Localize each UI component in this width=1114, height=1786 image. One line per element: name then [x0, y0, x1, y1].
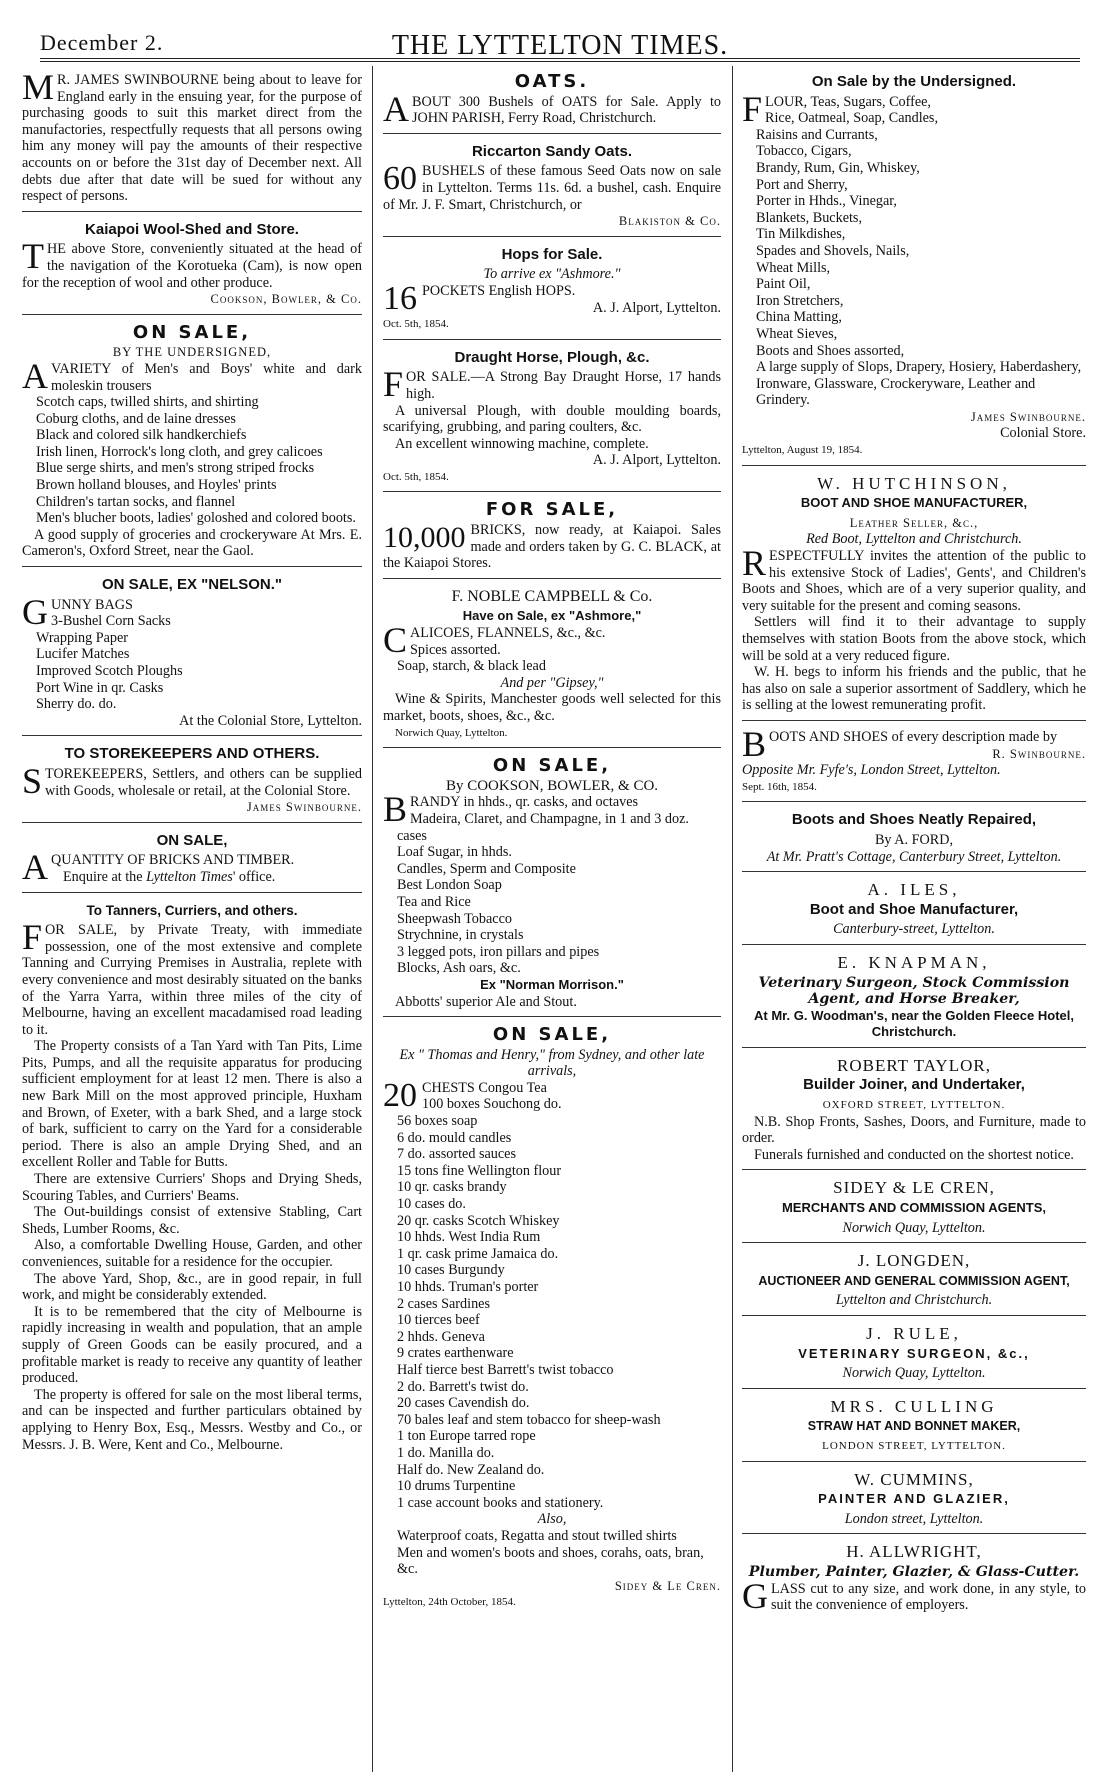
- ad-draught-horse: [383, 344, 721, 493]
- ad-paragraph: It is to be remembered that the city of Melbourne is rapidly increasing in wealth and population, that an ample supply of Green Goods can be easily procured, and a profitable market is ready to receive any quantity of leather produced.: [22, 1303, 362, 1387]
- ad-note: N.B. Shop Fronts, Sashes, Doors, and Furniture, made to order.: [742, 1113, 1086, 1147]
- item-list: [383, 1096, 721, 1511]
- list-item: Raisins and Currants,: [756, 126, 878, 143]
- ad-body: Wine & Spirits, Manchester goods well selected for this market, boots, shoes, &c., &c.: [383, 691, 721, 724]
- list-item: 2 hhds. Geneva: [397, 1328, 485, 1345]
- ad-body: MR. JAMES SWINBOURNE being about to leave for England early in the ensuing year, for the purpose of purchasing goods to suit this market direct from the manufactories, respectfully requests that all persons owing him any money will pay the amounts of their respective accounts on or before the 31st day of December next. All debts due after that date will be sued for without any respect of persons.: [22, 67, 362, 205]
- ad-on-sale-clothing: [22, 319, 362, 567]
- ad-title: On Sale by the Undersigned.: [811, 73, 1017, 90]
- ad-place: Norwich Quay, Lyttelton.: [395, 726, 508, 739]
- ad-title: Draught Horse, Plough, &c.: [454, 348, 650, 366]
- ad-hutchinson: [742, 470, 1086, 721]
- business-name: A. ILES,: [867, 880, 961, 900]
- business-place: At Mr. G. Woodman's, near the Golden Fleece Hotel, Christchurch.: [754, 1007, 1074, 1040]
- ad-body: AQUANTITY OF BRICKS AND TIMBER.: [22, 847, 295, 888]
- list-item: 3 legged pots, iron pillars and pipes: [397, 943, 600, 960]
- list-item: Spades and Shovels, Nails,: [756, 242, 910, 259]
- list-item: Half do. New Zealand do.: [397, 1461, 545, 1478]
- list-item: Port and Sherry,: [756, 176, 848, 193]
- ad-sidey-le-cren: [742, 1174, 1086, 1243]
- ad-head: CHESTS Congou Tea: [422, 1079, 547, 1096]
- ad-title: F. NOBLE CAMPBELL & Co.: [451, 587, 653, 605]
- ad-ex-ship: Ex "Norman Morrison.": [480, 976, 624, 992]
- ad-title: FOR SALE,: [485, 499, 619, 521]
- ad-body: A universal Plough, with double moulding boards, scarifying, grubbing, and paring coulters, &c.: [383, 402, 721, 436]
- ad-title: ON SALE,: [132, 321, 252, 343]
- business-name: W. HUTCHINSON,: [817, 473, 1011, 493]
- list-item: Best London Soap: [397, 877, 502, 894]
- list-item: Iron Stretchers,: [756, 292, 844, 309]
- ad-body: FOR SALE.—A Strong Bay Draught Horse, 17 hands high.: [383, 364, 721, 405]
- list-item: Half tierce best Barrett's twist tobacco: [397, 1361, 614, 1378]
- list-item: Black and colored silk handkerchiefs: [36, 427, 247, 444]
- ad-cookson-on-sale: [383, 752, 721, 1017]
- ad-paragraph: The above Yard, Shop, &c., are in good repair, in full work, and might be considerably extended.: [22, 1270, 362, 1304]
- enquire-suffix: ' office.: [232, 868, 276, 885]
- list-item: Madeira, Claret, and Champagne, in 1 and 3 doz. cases: [397, 810, 689, 844]
- column-divider: [372, 66, 373, 1772]
- list-item: Loaf Sugar, in hhds.: [397, 844, 512, 861]
- list-item: Tin Milkdishes,: [756, 226, 846, 243]
- list-item: Soap, starch, & black lead: [397, 658, 546, 675]
- business-trade: Builder Joiner, and Undertaker,: [803, 1076, 1025, 1094]
- ad-body: BUSHELS of these famous Seed Oats now on sale in Lyttelton. Terms 11s. 6d. a bushel, cash. Enquire of Mr. J. F. Smart, Christchurch, or: [383, 163, 721, 213]
- list-item: Tobacco, Cigars,: [756, 143, 852, 160]
- list-item: Tea and Rice: [397, 893, 471, 910]
- list-item: 20 qr. casks Scotch Whiskey: [397, 1212, 560, 1229]
- ad-cummins: [742, 1466, 1086, 1535]
- enquire-text: Enquire at the: [63, 868, 147, 885]
- list-item: Blue serge shirts, and men's strong striped frocks: [36, 460, 315, 477]
- ad-place: At Mr. Pratt's Cottage, Canterbury Street, Lyttelton.: [766, 848, 1062, 865]
- ad-title: OATS.: [514, 71, 590, 92]
- ad-title: Riccarton Sandy Oats.: [471, 142, 633, 160]
- ad-body: STOREKEEPERS, Settlers, and others can be supplied with Goods, wholesale or retail, at the Colonial Store.: [22, 760, 362, 801]
- ad-iles: [742, 876, 1086, 945]
- list-item: Coburg cloths, and de laine dresses: [36, 410, 236, 427]
- enquire-paper: Lyttelton Times: [146, 868, 233, 885]
- ad-paragraph: There are extensive Curriers' Shops and Drying Sheds, Scouring Tables, and Curriers' Beams.: [22, 1171, 362, 1204]
- ad-paragraph: W. H. begs to inform his friends and the public, that he has also on sale a superior assortment of Saddlery, which he is selling at the lowest remunerating profit.: [742, 664, 1086, 714]
- ad-longden: [742, 1247, 1086, 1316]
- ad-paragraph: The Out-buildings consist of extensive Stabling, Cart Sheds, Lumber Rooms, &c.: [22, 1204, 362, 1237]
- ad-paragraph: The Property consists of a Tan Yard with Tan Pits, Lime Pits, Pumps, and all the requisite apparatus for producing sufficient employment for at least 12 men. There is also a new Bark Mill on the most approved principle, Huxham and Brown, of Exeter, with a bark Shed, and a large stock of bark, sufficient to carry on the Yard for a considerable period. There is also an ample Drying Shed, and an excellent Roller and Table for Butts.: [22, 1038, 362, 1171]
- ad-body: CALICOES, FLANNELS, &c., &c.: [383, 620, 606, 661]
- list-item: 1 ton Europe tarred rope: [397, 1428, 536, 1445]
- business-trade: PAINTER AND GLAZIER,: [818, 1491, 1010, 1507]
- business-name: SIDEY & LE CREN,: [833, 1178, 995, 1198]
- list-item: 10 drums Turpentine: [397, 1478, 516, 1495]
- business-place: OXFORD STREET, LYTTELTON.: [822, 1099, 1006, 1112]
- list-item: Waterproof coats, Regatta and stout twilled shirts: [397, 1527, 677, 1544]
- ad-title: ON SALE,: [492, 1024, 612, 1046]
- ad-title: Kaiapoi Wool-Shed and Store.: [85, 220, 299, 238]
- list-item: 10 hhds. Truman's porter: [397, 1279, 539, 1295]
- list-item: A large supply of Slops, Drapery, Hosiery, Haberdashery, Ironware, Glassware, Crockeryware, Leather and Grindery.: [756, 359, 1082, 409]
- list-item: Wrapping Paper: [36, 629, 129, 646]
- list-item: 2 do. Barrett's twist do.: [397, 1378, 529, 1395]
- quantity-number: 16: [383, 279, 417, 317]
- ad-body: BRANDY in hhds., qr. casks, and octaves: [383, 789, 639, 830]
- list-item: Spices assorted.: [410, 641, 501, 658]
- list-item: China Matting,: [756, 309, 842, 326]
- list-item: Sheepwash Tobacco: [397, 910, 512, 927]
- ad-body: An excellent winnowing machine, complete.: [395, 435, 649, 452]
- business-name: H. ALLWRIGHT,: [846, 1542, 982, 1562]
- ad-swinbourne-notice: [22, 68, 362, 212]
- item-list: [22, 394, 362, 527]
- ad-signature: A. J. Alport, Lyttelton.: [592, 299, 721, 316]
- ad-body: ABOUT 300 Bushels of OATS for Sale. Apply to JOHN PARISH, Ferry Road, Christchurch.: [383, 88, 721, 129]
- list-item: 10 qr. casks brandy: [397, 1179, 507, 1196]
- ad-paragraph: RESPECTFULLY invites the attention of the public to his extensive Stock of Ladies', Gents', and Children's Boots and Shoes, which are of a very superior quality, and very suitable for the present and coming seasons.: [742, 543, 1086, 614]
- list-item: Port Wine in qr. Casks: [36, 679, 164, 696]
- business-trade: Boot and Shoe Manufacturer,: [809, 900, 1019, 918]
- ad-hops: [383, 241, 721, 340]
- ad-body: GLASS cut to any size, and work done, in any style, to suit the convenience of employers.: [742, 1575, 1086, 1616]
- list-item: 10 cases Burgundy: [397, 1262, 505, 1279]
- list-item: Wheat Mills,: [756, 259, 831, 276]
- business-sub: Leather Seller, &c.,: [849, 515, 979, 530]
- ad-body: BRICKS, now ready, at Kaiapoi. Sales made and orders taken by G. C. BLACK, at the Kaiapoi Stores.: [383, 522, 721, 572]
- ad-knapman: [742, 949, 1086, 1048]
- list-item: 20 cases Cavendish do.: [397, 1395, 530, 1412]
- ad-title: TO STOREKEEPERS AND OTHERS.: [64, 745, 320, 763]
- list-item: 70 bales leaf and stem tobacco for sheep-wash: [397, 1411, 661, 1428]
- ad-place: Opposite Mr. Fyfe's, London Street, Lyttelton.: [742, 762, 1001, 779]
- list-item: Boots and Shoes assorted,: [756, 342, 905, 359]
- item-list: [383, 642, 721, 675]
- issue-date: December 2.: [40, 30, 164, 55]
- ad-signature: R. Swinbourne.: [992, 746, 1086, 761]
- list-item: 1 do. Manilla do.: [397, 1444, 495, 1461]
- business-place: Red Boot, Lyttelton and Christchurch.: [806, 531, 1022, 548]
- list-item: Blankets, Buckets,: [756, 209, 862, 226]
- ad-swinbourne-boots: [742, 725, 1086, 802]
- ad-place: At the Colonial Store, Lyttelton.: [179, 712, 362, 729]
- ad-ex-nelson: [22, 571, 362, 736]
- ad-riccarton-oats: [383, 138, 721, 237]
- quantity-number: 10,000: [383, 521, 466, 555]
- ad-signature: James Swinbourne.: [246, 800, 362, 815]
- newspaper-title: THE LYTTELTON TIMES.: [391, 30, 729, 61]
- list-item: 15 tons fine Wellington flour: [397, 1162, 562, 1179]
- ad-oats: [383, 68, 721, 134]
- business-trade: STRAW HAT AND BONNET MAKER,: [807, 1419, 1021, 1434]
- list-item: Lucifer Matches: [36, 646, 130, 663]
- ad-storekeepers: [22, 740, 362, 822]
- business-place: Norwich Quay, Lyttelton.: [842, 1365, 986, 1382]
- ad-subtitle: To arrive ex "Ashmore.": [483, 266, 621, 283]
- ad-signature: Sidey & Le Cren.: [614, 1578, 721, 1593]
- ad-subtitle: Ex " Thomas and Henry," from Sydney, and other late arrivals,: [399, 1046, 705, 1080]
- business-name: E. KNAPMAN,: [837, 952, 991, 972]
- list-item: 1 qr. cask prime Jamaica do.: [397, 1245, 559, 1262]
- list-item: Men's blucher boots, ladies' goloshed and colored boots.: [36, 510, 356, 527]
- ad-closing: A good supply of groceries and crockeryware At Mrs. E. Cameron's, Oxford Street, near the Gaol.: [22, 526, 362, 560]
- ad-title: Hops for Sale.: [501, 245, 603, 263]
- ad-campbell: [383, 583, 721, 748]
- ad-subtitle: By COOKSON, BOWLER, & CO.: [445, 777, 659, 794]
- ad-ford: [742, 806, 1086, 872]
- ad-subtitle: BY THE UNDERSIGNED,: [112, 345, 272, 360]
- ad-signature-store: Colonial Store.: [1000, 425, 1086, 442]
- list-item: 10 hhds. West India Rum: [397, 1229, 541, 1246]
- column-1: [22, 68, 362, 1463]
- ad-ale: Abbotts' superior Ale and Stout.: [395, 993, 577, 1010]
- column-3: [742, 68, 1086, 1624]
- list-item: GUNNY BAGS: [22, 591, 133, 632]
- list-item: 6 do. mould candles: [397, 1129, 512, 1146]
- ad-subtitle: Have on Sale, ex "Ashmore,": [462, 608, 642, 624]
- ad-date: Sept. 16th, 1854.: [742, 780, 817, 793]
- list-item: Children's tartan socks, and flannel: [36, 493, 236, 510]
- business-place: London street, Lyttelton.: [844, 1510, 984, 1527]
- business-place: LONDON STREET, LYTTELTON.: [822, 1439, 1006, 1452]
- quantity-number: 20: [383, 1076, 417, 1114]
- ad-paragraph: Settlers will find it to their advantage to supply themselves with station Boots from the above stock, which will be sold at a very reduced figure.: [742, 614, 1086, 664]
- item-list: [742, 88, 1086, 409]
- list-item: Candles, Sperm and Composite: [397, 860, 576, 877]
- list-item: Porter in Hhds., Vinegar,: [756, 193, 897, 210]
- list-item: Irish linen, Horrock's long cloth, and grey calicoes: [36, 443, 323, 460]
- business-name: W. CUMMINS,: [854, 1469, 974, 1489]
- ad-taylor: [742, 1052, 1086, 1171]
- ad-date: Lyttelton, August 19, 1854.: [742, 444, 863, 457]
- ad-signature: Cookson, Bowler, & Co.: [210, 292, 362, 307]
- business-trade: Veterinary Surgeon, Stock Commission Agent, and Horse Breaker,: [758, 974, 1070, 1008]
- ad-by: By A. FORD,: [874, 831, 954, 848]
- ad-signature: Blakiston & Co.: [618, 214, 721, 229]
- business-trade: Plumber, Painter, Glazier, & Glass-Cutter.: [748, 1563, 1080, 1580]
- ad-date: Oct. 5th, 1854.: [383, 318, 449, 331]
- list-item: FLOUR, Teas, Sugars, Coffee,: [742, 88, 931, 129]
- ad-also: Also,: [537, 1511, 567, 1528]
- ad-paragraph: The property is offered for sale on the most liberal terms, and can be inspected and further particulars obtained by applying to Henry Box, Esq., Messrs. Westby and Co., or Messrs. J. B. Were, Kent and Co., Melbourne.: [22, 1386, 362, 1453]
- list-item: Men and women's boots and shoes, corahs, oats, bran, &c.: [397, 1544, 704, 1578]
- ad-body: THE above Store, conveniently situated at the head of the navigation of the Korotueka (Cam), is now open for the reception of wool and other produce.: [22, 236, 362, 291]
- list-item: Strychnine, in crystals: [397, 927, 524, 944]
- ad-culling: [742, 1393, 1086, 1462]
- column-2: [383, 68, 721, 1621]
- ad-tanners: [22, 897, 362, 1460]
- business-name: J. RULE,: [866, 1324, 962, 1343]
- ad-intro: AVARIETY of Men's and Boys' white and dark moleskin trousers: [22, 355, 362, 396]
- ad-date: Lyttelton, 24th October, 1854.: [383, 1596, 516, 1609]
- business-name: MRS. CULLING: [830, 1396, 998, 1416]
- masthead-rule: [40, 61, 1080, 62]
- ad-title: Boots and Shoes Neatly Repaired,: [791, 811, 1037, 829]
- item-list: [383, 1528, 721, 1578]
- list-item: 9 crates earthenware: [397, 1345, 514, 1362]
- quantity-number: 60: [383, 160, 417, 198]
- ad-title: To Tanners, Curriers, and others.: [86, 902, 298, 918]
- list-item: 56 boxes soap: [397, 1113, 478, 1130]
- ad-paragraph: Also, a comfortable Dwelling House, Garden, and other conveniences, suitable for a residence for the occupier.: [22, 1237, 362, 1270]
- business-place: Norwich Quay, Lyttelton.: [842, 1219, 986, 1236]
- list-item: 1 case account books and stationery.: [397, 1494, 604, 1511]
- business-name: ROBERT TAYLOR,: [837, 1055, 991, 1075]
- ad-enquire: [22, 869, 362, 886]
- ad-allwright: [742, 1538, 1086, 1619]
- list-item: 7 do. assorted sauces: [397, 1146, 516, 1163]
- business-place: Canterbury-street, Lyttelton.: [833, 921, 995, 938]
- list-item: 3-Bushel Corn Sacks: [51, 613, 171, 630]
- column-divider: [732, 66, 733, 1772]
- business-trade: AUCTIONEER AND GENERAL COMMISSION AGENT,: [758, 1273, 1070, 1288]
- list-item: Wheat Sieves,: [756, 325, 838, 342]
- ad-paragraph: FOR SALE, by Private Treaty, with immediate possession, one of the most extensive and complete Tanning and Currying Premises in Australia, replete with every convenience and most desirably situated on the banks of the Yarra Yarra, within three miles of the city of Melbourne, having an excellent macadamised road leading to it.: [22, 917, 362, 1038]
- business-trade: BOOT AND SHOE MANUFACTURER,: [800, 495, 1028, 511]
- list-item: 10 cases do.: [397, 1196, 466, 1213]
- ad-title: ON SALE, EX "NELSON.": [101, 576, 283, 594]
- business-name: J. LONGDEN,: [857, 1251, 971, 1271]
- list-item: Paint Oil,: [756, 276, 811, 293]
- ad-thomas-henry: [383, 1021, 721, 1617]
- list-item: 100 boxes Souchong do.: [422, 1096, 562, 1113]
- ad-signature: James Swinbourne.: [970, 409, 1086, 424]
- ad-signature: A. J. Alport, Lyttelton.: [592, 452, 721, 469]
- ad-body: POCKETS English HOPS.: [422, 282, 576, 299]
- list-item: 2 cases Sardines: [397, 1295, 490, 1312]
- item-list: [22, 591, 362, 713]
- ad-body: BOOTS AND SHOES of every description made by: [742, 723, 1058, 764]
- list-item: Brandy, Rum, Gin, Whiskey,: [756, 159, 920, 176]
- item-list: [383, 811, 721, 977]
- business-trade: VETERINARY SURGEON, &c.,: [798, 1345, 1030, 1361]
- business-trade: MERCHANTS AND COMMISSION AGENTS,: [781, 1200, 1047, 1216]
- list-item: Rice, Oatmeal, Soap, Candles,: [765, 110, 938, 127]
- list-item: Brown holland blouses, and Hoyles' prints: [36, 477, 277, 494]
- ad-title: ON SALE,: [156, 831, 228, 849]
- list-item: Scotch caps, twilled shirts, and shirting: [36, 394, 259, 411]
- ad-bricks-10000: [383, 496, 721, 578]
- list-item: Improved Scotch Ploughs: [36, 663, 183, 679]
- list-item: 10 tierces beef: [397, 1312, 480, 1329]
- list-item: Sherry do. do.: [36, 696, 117, 713]
- ad-kaiapoi-wool-shed: [22, 216, 362, 315]
- ad-date: Oct. 5th, 1854.: [383, 470, 449, 483]
- business-place: Lyttelton and Christchurch.: [835, 1292, 993, 1309]
- ad-title: ON SALE,: [492, 755, 612, 777]
- ad-bricks-timber: [22, 827, 362, 893]
- ad-note: Funerals furnished and conducted on the shortest notice.: [754, 1146, 1074, 1163]
- ad-gipsey: And per "Gipsey,": [500, 674, 604, 691]
- ad-rule: [742, 1320, 1086, 1389]
- ad-on-sale-undersigned: [742, 68, 1086, 466]
- masthead: [40, 18, 1080, 59]
- list-item: Blocks, Ash oars, &c.: [397, 960, 521, 977]
